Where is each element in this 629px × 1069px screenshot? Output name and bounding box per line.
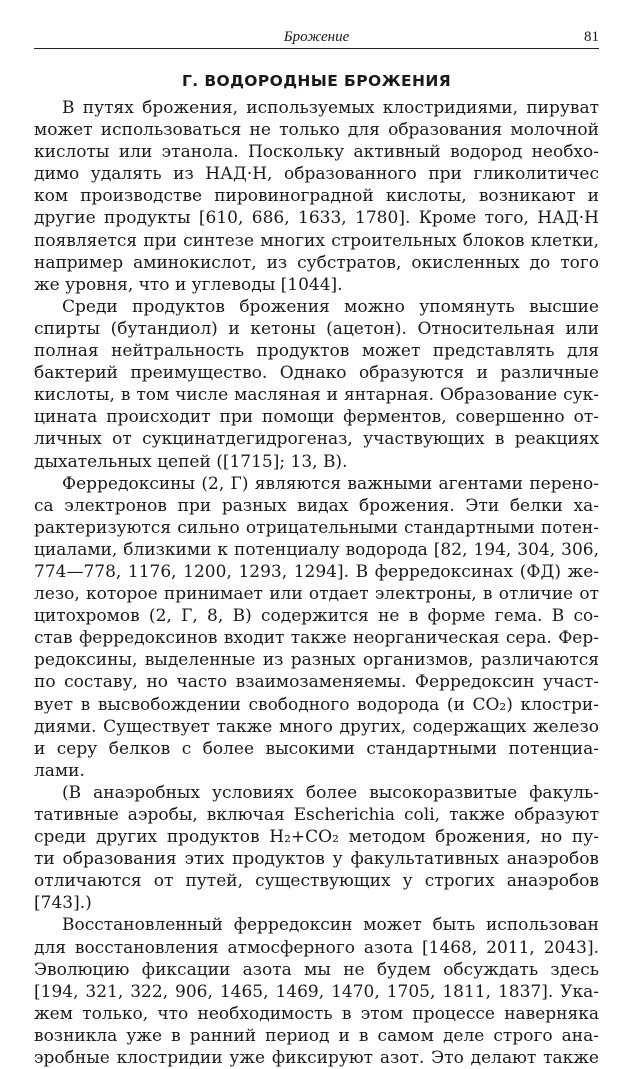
text-line: 774—778, 1176, 1200, 1293, 1294]. В ферредоксинах (ФД) же-	[34, 561, 599, 582]
text-line: Восстановленный ферредоксин может быть использован	[62, 915, 599, 936]
text-line: дыхательных цепей ([1715]; 13, В).	[34, 451, 348, 472]
text-line: В путях брожения, используемых клостридиями, пируват	[62, 98, 599, 118]
text-line: рактеризуются сильно отрицательными стандартными потен-	[34, 517, 599, 538]
text-line: же уровня, что и углеводы [1044].	[34, 274, 343, 295]
text-line: ти образования этих продуктов у факультативных анаэробов	[34, 849, 599, 870]
text-line: личных от сукцинатдегидрогеназ, участвующих в реакциях	[34, 429, 599, 450]
text-line: может использоваться не только для образования молочной	[34, 120, 599, 141]
text-line: Среди продуктов брожения можно упомянуть высшие	[62, 296, 599, 317]
text-line: полная нейтральность продуктов может представлять для	[34, 341, 599, 362]
text-line: появляется при синтезе многих строительных блоков клетки,	[34, 230, 599, 251]
text-line: по составу, но часто взаимозаменяемы. Ферредоксин участ-	[34, 672, 599, 693]
text-line: лезо, которое принимает или отдает электроны, в отличие от	[34, 584, 599, 605]
text-line: цината происходит при помощи ферментов, совершенно от-	[34, 407, 599, 428]
text-line: тативные аэробы, включая Escherichia coli, также образуют	[34, 805, 599, 825]
text-line: вует в высвобождении свободного водорода (и CO₂) клостри-	[34, 694, 599, 715]
text-line: (В анаэробных условиях более высокоразвитые факуль-	[62, 782, 599, 803]
text-line: лами.	[34, 760, 85, 781]
text-line: са электронов при разных видах брожения. Эти белки ха-	[34, 495, 599, 516]
text-line: жем только, что необходимость в этом процессе наверняка	[34, 1003, 599, 1024]
text-line: среди других продуктов H₂+CO₂ методом брожения, но пу-	[34, 827, 599, 848]
text-line: [743].)	[34, 893, 92, 914]
text-line: кислоты, в том числе масляная и янтарная. Образование сук-	[34, 385, 599, 406]
text-line: и серу белков с более высокими стандартными потенциа-	[34, 738, 599, 759]
section-heading: Г. ВОДОРОДНЫЕ БРОЖЕНИЯ	[181, 72, 452, 90]
text-line: димо удалять из НАД·Н, образованного при гликолитичес	[34, 164, 599, 185]
text-line: редоксины, выделенные из разных организмов, различаются	[34, 650, 599, 671]
text-line: эробные клостридии уже фиксируют азот. Это делают также	[34, 1048, 599, 1069]
text-line: став ферредоксинов входит также неорганическая сера. Фер-	[34, 628, 599, 649]
text-line: спирты (бутандиол) и кетоны (ацетон). Относительная или	[34, 318, 599, 339]
text-line: [194, 321, 322, 906, 1465, 1469, 1470, 1705, 1811, 1837]. Ука-	[34, 981, 599, 1002]
text-line: другие продукты [610, 686, 1633, 1780]. Кроме того, НАД·Н	[34, 208, 599, 229]
text-line: циалами, близкими к потенциалу водорода [82, 194, 304, 306,	[34, 539, 599, 560]
text-line: для восстановления атмосферного азота [1468, 2011, 2043].	[34, 937, 599, 958]
text-line: отличаются от путей, существующих у строгих анаэробов	[34, 871, 599, 892]
text-line: бактерий преимущество. Однако образуются и различные	[34, 363, 599, 384]
page-number: 81	[584, 29, 599, 45]
text-line: Ферредоксины (2, Г) являются важными агентами перено-	[62, 473, 599, 494]
document-page	[34, 0, 599, 1069]
running-head-title: Брожение	[283, 29, 350, 45]
text-line: Эволюцию фиксации азота мы не будем обсуждать здесь	[34, 959, 599, 980]
running-head	[34, 26, 599, 49]
body-text	[34, 97, 599, 1069]
text-line: например аминокислот, из субстратов, окисленных до того	[34, 252, 599, 273]
text-line: возникла уже в ранний период и в самом деле строго ана-	[34, 1025, 599, 1046]
text-line: цитохромов (2, Г, 8, В) содержится не в форме гема. В со-	[34, 606, 599, 627]
text-line: кислоты или этанола. Поскольку активный водород необхо-	[34, 142, 599, 163]
text-line: диями. Существует также много других, содержащих железо	[34, 716, 599, 737]
text-line: ком производстве пировиноградной кислоты, возникают и	[34, 186, 599, 207]
